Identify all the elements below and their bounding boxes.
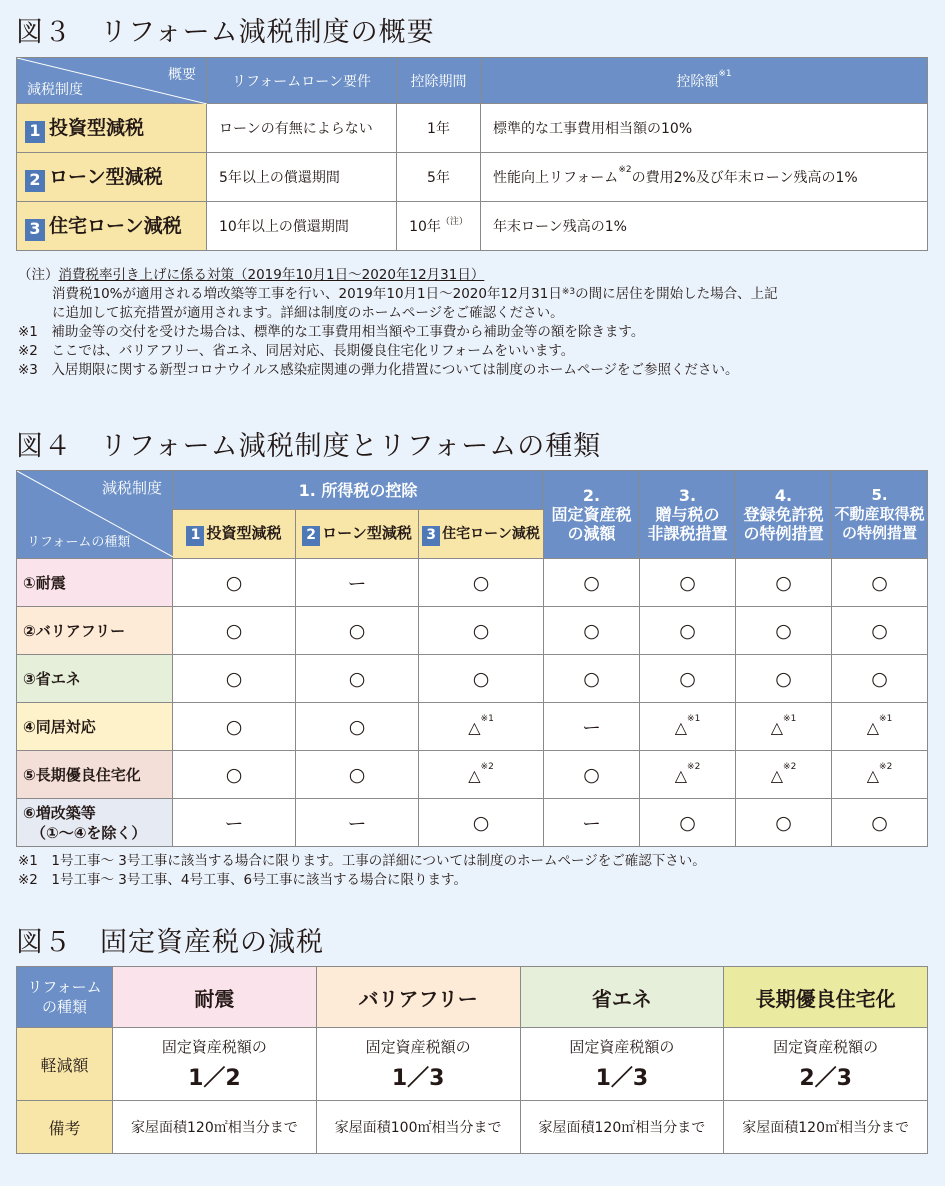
fig5-type-header: バリアフリー [316,967,520,1028]
fig4-cell: ○ [832,799,928,847]
fig5-table [16,966,928,1154]
fig4-cell: ○ [544,607,640,655]
fig3-row [17,202,928,251]
fig4-cell: ○ [296,703,419,751]
fig4-notes [18,852,706,890]
fig3-footnote: ※3 入居期限に関する新型コロナウイルス感染症関連の弾力化措置については制度のホームページをご参照ください。 [18,362,739,378]
fig4-corner-bottom: リフォームの種類 [27,535,131,550]
fig4-group-income-tax: 1. 所得税の控除 [173,471,544,510]
fig4-cell: ー [544,703,640,751]
fig4-cell: △$^{※1}$ [419,703,544,751]
fig3-footnote: ※2 ここでは、バリアフリー、省エネ、同居対応、長期優良住宅化リフォームをいいます。 [18,343,575,359]
fig5-title: 図５ 固定資産税の減税 [16,927,324,958]
fig5-type-header: 耐震 [113,967,317,1028]
fig3-note-line: 消費税10%が適用される増改築等工事を行い、2019年10月1日～2020年12月31日$^{※3}$の間に居住を開始した場合、上記 [52,286,778,302]
fig4-cell: ○ [296,751,419,799]
fig4-cell: ○ [173,607,296,655]
fig4-row [17,655,928,703]
fig4-cell: ○ [640,559,736,607]
fig5-type-header: 長期優良住宅化 [724,967,928,1028]
fig4-cell: ○ [640,799,736,847]
fig4-reform-type: ①耐震 [17,559,173,607]
fig4-cell: △$^{※2}$ [736,751,832,799]
fig4-cell: △$^{※2}$ [640,751,736,799]
fig3-system-name: 2 ローン型減税 [17,153,207,202]
fig5-reduction: 固定資産税額の 2／3 [724,1028,928,1101]
fig3-period: 10年$^{(注)}$ [397,202,481,251]
fig4-row [17,703,928,751]
fig5-remark: 家屋面積120㎡相当分まで [113,1101,317,1154]
fig3-note-line: に追加して拡充措置が適用されます。詳細は制度のホームページをご確認ください。 [52,305,564,321]
fig4-footnote: ※1 1号工事～ 3号工事に該当する場合に限ります。工事の詳細については制度のホームページをご確認下さい。 [18,853,706,869]
fig4-reform-type: ③省エネ [17,655,173,703]
fig4-cell: ○ [544,751,640,799]
fig4-cell: △$^{※1}$ [832,703,928,751]
fig4-cell: ○ [736,607,832,655]
fig4-cell: ○ [832,655,928,703]
fig4-cell: ○ [736,559,832,607]
fig4-cell: ○ [419,655,544,703]
fig4-cell: ○ [419,799,544,847]
fig3-header-amount: 控除額$^{※1}$ [481,58,928,104]
fig4-table [16,470,928,847]
fig3-corner-bottom: 減税制度 [27,82,83,98]
fig3-system-name: 3 住宅ローン減税 [17,202,207,251]
fig3-row [17,153,928,202]
fig5-remark: 家屋面積120㎡相当分まで [520,1101,724,1154]
fig5-reduction: 固定資産税額の 1／2 [113,1028,317,1101]
fig3-loan-req: ローンの有無によらない [207,104,397,153]
fig5-type-header: 省エネ [520,967,724,1028]
fig3-row [17,104,928,153]
fig4-cell: △$^{※2}$ [832,751,928,799]
fig4-row [17,751,928,799]
fig4-footnote: ※2 1号工事～ 3号工事、4号工事、6号工事に該当する場合に限ります。 [18,872,467,888]
fig4-cell: ○ [736,655,832,703]
fig4-cell: ○ [832,607,928,655]
fig5-reduction: 固定資産税額の 1／3 [520,1028,724,1101]
fig5-corner: リフォーム の種類 [17,967,113,1028]
fig4-cell: △$^{※1}$ [640,703,736,751]
fig4-reform-type: ⑥増改築等 （①～④を除く） [17,799,173,847]
fig3-footnote: ※1 補助金等の交付を受けた場合は、標準的な工事費用相当額や工事費から補助金等の額を除きます。 [18,324,645,340]
fig4-sub-header: 1 投資型減税 [173,510,296,559]
fig3-amount: 性能向上リフォーム$^{※2}$の費用2%及び年末ローン残高の1% [481,153,928,202]
fig3-title: 図３ リフォーム減税制度の概要 [16,17,435,48]
fig4-cell: ー [296,799,419,847]
fig4-cell: ー [296,559,419,607]
fig4-corner-top: 減税制度 [101,479,162,497]
fig5-remarks-label: 備考 [17,1101,113,1154]
fig4-row [17,799,928,847]
fig4-cell: ○ [736,799,832,847]
fig4-cell: ○ [832,559,928,607]
fig4-cell: ○ [296,655,419,703]
fig3-note-heading: （注）消費税率引き上げに係る対策（2019年10月1日～2020年12月31日） [18,267,485,283]
fig4-cell: ー [173,799,296,847]
fig4-corner-cell [17,471,173,559]
fig4-reform-type: ④同居対応 [17,703,173,751]
fig4-title: 図４ リフォーム減税制度とリフォームの種類 [16,431,602,462]
fig3-amount: 標準的な工事費用相当額の10% [481,104,928,153]
fig4-cell: ○ [296,607,419,655]
fig4-cell: ○ [173,559,296,607]
fig4-col-header: 5. 不動産取得税 の特例措置 [832,471,928,559]
fig3-loan-req: 10年以上の償還期間 [207,202,397,251]
fig3-corner-cell [17,58,207,104]
fig3-period: 1年 [397,104,481,153]
fig4-cell: ○ [640,607,736,655]
fig3-table [16,57,928,251]
fig4-row [17,559,928,607]
fig4-cell: ○ [640,655,736,703]
fig4-col-header: 2. 固定資産税 の減額 [544,471,640,559]
fig4-cell: ○ [544,655,640,703]
fig3-header-period: 控除期間 [397,58,481,104]
fig4-reform-type: ②バリアフリー [17,607,173,655]
fig4-cell: ー [544,799,640,847]
fig4-cell: ○ [419,559,544,607]
fig4-sub-header: 2 ローン型減税 [296,510,419,559]
fig4-cell: ○ [173,655,296,703]
fig5-remark: 家屋面積100㎡相当分まで [316,1101,520,1154]
fig4-row [17,607,928,655]
fig4-cell: ○ [173,751,296,799]
fig4-cell: △$^{※2}$ [419,751,544,799]
fig5-remark: 家屋面積120㎡相当分まで [724,1101,928,1154]
fig5-reduction: 固定資産税額の 1／3 [316,1028,520,1101]
fig4-cell: ○ [544,559,640,607]
fig4-sub-header: 3 住宅ローン減税 [419,510,544,559]
fig3-period: 5年 [397,153,481,202]
fig4-cell: △$^{※1}$ [736,703,832,751]
fig4-col-header: 4. 登録免許税 の特例措置 [736,471,832,559]
fig4-cell: ○ [419,607,544,655]
fig4-cell: ○ [173,703,296,751]
fig3-loan-req: 5年以上の償還期間 [207,153,397,202]
fig4-reform-type: ⑤長期優良住宅化 [17,751,173,799]
fig3-notes [18,266,778,380]
fig3-system-name: 1 投資型減税 [17,104,207,153]
fig4-col-header: 3. 贈与税の 非課税措置 [640,471,736,559]
fig5-reduction-label: 軽減額 [17,1028,113,1101]
fig3-header-loan: リフォームローン要件 [207,58,397,104]
fig3-amount: 年末ローン残高の1% [481,202,928,251]
fig3-corner-top: 概要 [168,67,196,83]
